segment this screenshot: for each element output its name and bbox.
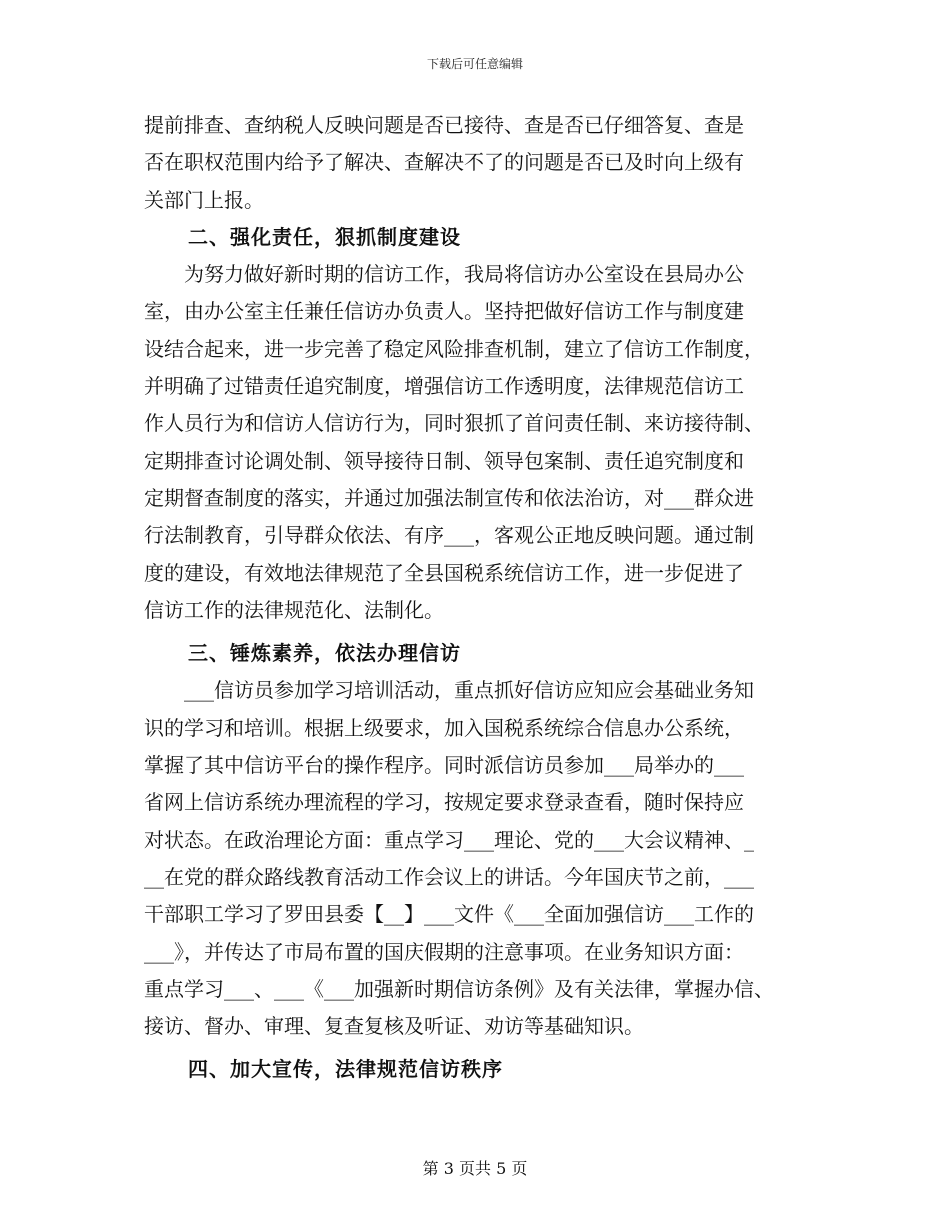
body-line: 省网上信访系统办理流程的学习，按规定要求登录查看，随时保持应: [144, 790, 744, 815]
section-heading-3: 三、锤炼素养，依法办理信访: [188, 641, 461, 666]
body-line: 定期督查制度的落实，并通过加强法制宣传和依法治访，对___群众进: [144, 485, 754, 510]
body-line: 接访、督办、审理、复查复核及听证、劝访等基础知识。: [144, 1014, 644, 1039]
body-line: ___信访员参加学习培训活动，重点抓好信访应知应会基础业务知: [184, 678, 754, 703]
body-line: 关部门上报。: [144, 187, 264, 212]
body-line: 室，由办公室主任兼任信访办负责人。坚持把做好信访工作与制度建: [144, 299, 744, 324]
body-line: 度的建设，有效地法律规范了全县国税系统信访工作，进一步促进了: [144, 560, 744, 585]
page-header: 下载后可任意编辑: [426, 57, 523, 71]
document-body: [144, 107, 824, 1089]
body-line: 设结合起来，进一步完善了稳定风险排查机制，建立了信访工作制度，: [144, 336, 764, 361]
body-line: 作人员行为和信访人信访行为，同时狠抓了首问责任制、来访接待制、: [144, 411, 764, 436]
section-heading-2: 二、强化责任，狠抓制度建设: [188, 224, 461, 249]
section-heading-4: 四、加大宣传，法律规范信访秩序: [188, 1057, 503, 1082]
page-footer: 第 3 页共 5 页: [422, 1159, 528, 1178]
body-line: 识的学习和培训。根据上级要求，加入国税系统综合信息办公系统，: [144, 715, 744, 740]
body-line: 否在职权范围内给予了解决、查解决不了的问题是否已及时向上级有: [144, 150, 744, 175]
body-line: 提前排查、查纳税人反映问题是否已接待、查是否已仔细答复、查是: [144, 113, 744, 137]
body-line: 对状态。在政治理论方面：重点学习___理论、党的___大会议精神、_: [144, 827, 754, 852]
body-line: 为努力做好新时期的信访工作，我局将信访办公室设在县局办公: [184, 262, 744, 287]
body-line: ___》，并传达了市局布置的国庆假期的注意事项。在业务知识方面：: [144, 939, 744, 964]
body-line: __在党的群众路线教育活动工作会议上的讲话。今年国庆节之前，___: [144, 864, 754, 889]
body-line: 掌握了其中信访平台的操作程序。同时派信访员参加___局举办的___: [144, 753, 744, 778]
body-line: 行法制教育，引导群众依法、有序___，客观公正地反映问题。通过制: [144, 523, 754, 548]
body-line: 重点学习___、___《___加强新时期信访条例》及有关法律，掌握办信、: [144, 976, 774, 1001]
body-line: 信访工作的法律规范化、法制化。: [144, 597, 444, 622]
body-line: 并明确了过错责任追究制度，增强信访工作透明度，法律规范信访工: [144, 374, 744, 399]
body-line: 定期排查讨论调处制、领导接待日制、领导包案制、责任追究制度和: [144, 448, 744, 473]
body-line: 干部职工学习了罗田县委【__】___文件《___全面加强信访___工作的: [144, 902, 754, 927]
